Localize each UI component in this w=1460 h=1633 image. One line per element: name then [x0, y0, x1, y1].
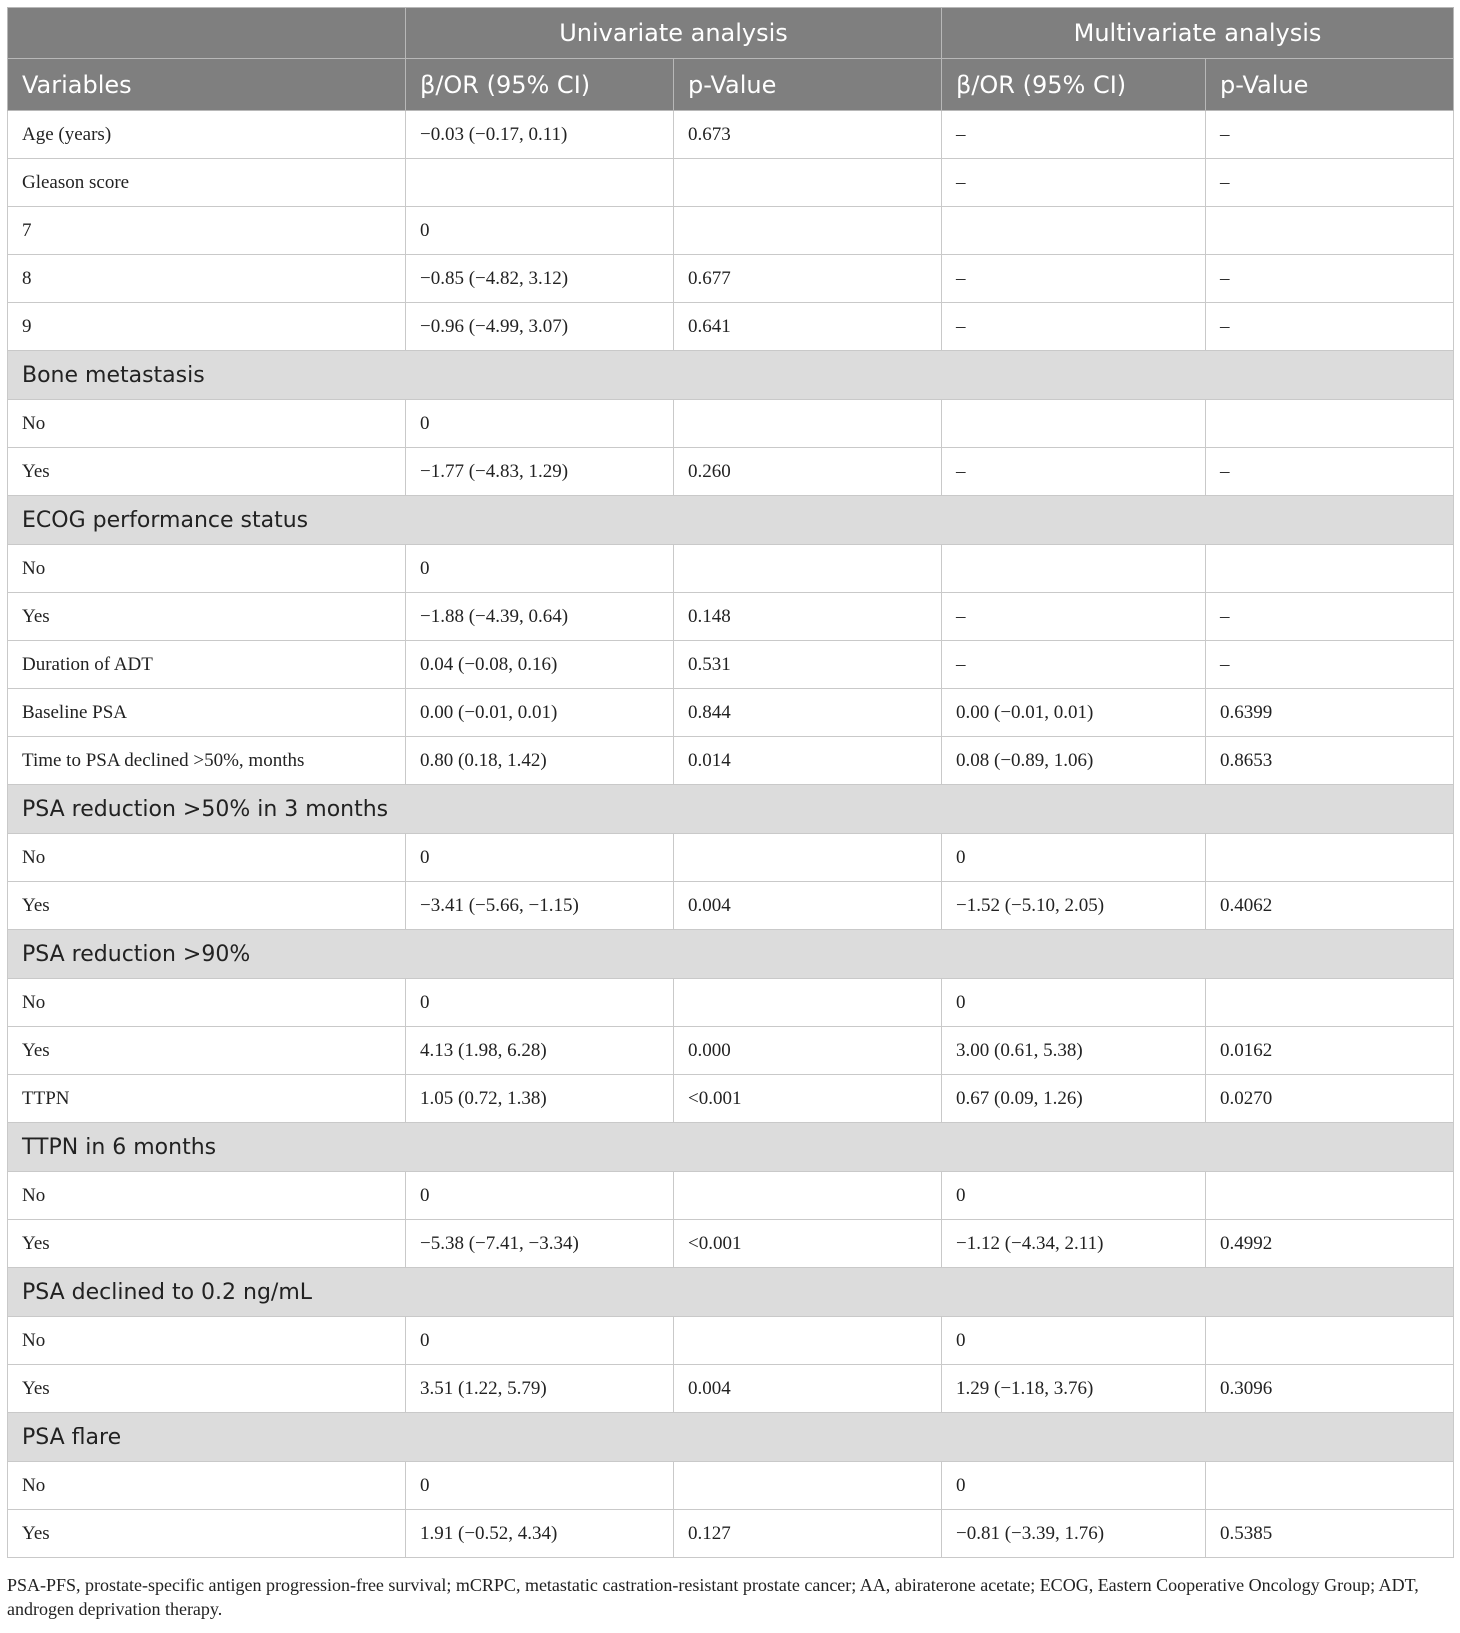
multi-p-cell: –: [1206, 593, 1454, 641]
uni-p-cell: 0.260: [674, 448, 942, 496]
table-row: [8, 545, 1454, 593]
multi-beta-cell: 0: [942, 1172, 1206, 1220]
variable-cell: No: [8, 400, 406, 448]
table-row: [8, 1075, 1454, 1123]
multi-p-cell: [1206, 1317, 1454, 1365]
multi-p-cell: [1206, 1172, 1454, 1220]
uni-beta-cell: 0: [406, 1317, 674, 1365]
variable-cell: Yes: [8, 882, 406, 930]
uni-p-cell: 0.127: [674, 1510, 942, 1558]
uni-beta-cell: −1.77 (−4.83, 1.29): [406, 448, 674, 496]
multi-p-cell: –: [1206, 159, 1454, 207]
multi-p-cell: 0.4992: [1206, 1220, 1454, 1268]
uni-beta-cell: 0: [406, 400, 674, 448]
uni-p-cell: 0.148: [674, 593, 942, 641]
section-row: [8, 351, 1454, 400]
variable-cell: No: [8, 545, 406, 593]
variable-cell: Yes: [8, 1027, 406, 1075]
table-row: [8, 159, 1454, 207]
multi-beta-cell: 0: [942, 1317, 1206, 1365]
table-row: [8, 1510, 1454, 1558]
uni-beta-cell: 0: [406, 207, 674, 255]
multi-beta-cell: –: [942, 448, 1206, 496]
header-uni-beta: β/OR (95% CI): [406, 59, 674, 111]
table-row: [8, 255, 1454, 303]
multi-beta-cell: 0.67 (0.09, 1.26): [942, 1075, 1206, 1123]
uni-beta-cell: 0.04 (−0.08, 0.16): [406, 641, 674, 689]
uni-beta-cell: 3.51 (1.22, 5.79): [406, 1365, 674, 1413]
multi-p-cell: [1206, 979, 1454, 1027]
uni-beta-cell: 0: [406, 979, 674, 1027]
multi-beta-cell: –: [942, 159, 1206, 207]
multi-p-cell: 0.3096: [1206, 1365, 1454, 1413]
section-row: [8, 785, 1454, 834]
multi-p-cell: [1206, 400, 1454, 448]
variable-cell: No: [8, 1317, 406, 1365]
uni-beta-cell: −0.85 (−4.82, 3.12): [406, 255, 674, 303]
table-row: [8, 737, 1454, 785]
table-row: [8, 1317, 1454, 1365]
multi-p-cell: 0.4062: [1206, 882, 1454, 930]
multi-beta-cell: [942, 400, 1206, 448]
variable-cell: 8: [8, 255, 406, 303]
multi-p-cell: –: [1206, 641, 1454, 689]
uni-p-cell: 0.004: [674, 882, 942, 930]
variable-cell: Time to PSA declined >50%, months: [8, 737, 406, 785]
uni-p-cell: 0.641: [674, 303, 942, 351]
variable-cell: Baseline PSA: [8, 689, 406, 737]
uni-p-cell: [674, 159, 942, 207]
section-label: PSA reduction >90%: [8, 930, 1454, 979]
uni-p-cell: [674, 1172, 942, 1220]
variable-cell: No: [8, 834, 406, 882]
uni-p-cell: [674, 400, 942, 448]
table-row: [8, 1220, 1454, 1268]
multi-p-cell: [1206, 1462, 1454, 1510]
uni-p-cell: [674, 545, 942, 593]
section-label: PSA declined to 0.2 ng/mL: [8, 1268, 1454, 1317]
table-footnote: PSA-PFS, prostate-specific antigen progression-free survival; mCRPC, metastatic castration-resistant prostate cancer; AA, abiraterone acetate; ECOG, Eastern Cooperative Oncology Group; ADT, androgen deprivation therapy.: [7, 1575, 1419, 1619]
variable-cell: TTPN: [8, 1075, 406, 1123]
table-row: [8, 641, 1454, 689]
uni-p-cell: [674, 1317, 942, 1365]
uni-beta-cell: −0.96 (−4.99, 3.07): [406, 303, 674, 351]
table-row: [8, 1365, 1454, 1413]
table-body: [8, 111, 1454, 1558]
header-multi-beta: β/OR (95% CI): [942, 59, 1206, 111]
header-variables: Variables: [8, 59, 406, 111]
uni-beta-cell: 1.91 (−0.52, 4.34): [406, 1510, 674, 1558]
multi-beta-cell: −1.52 (−5.10, 2.05): [942, 882, 1206, 930]
results-table-container: [7, 7, 1453, 1558]
variable-cell: No: [8, 1462, 406, 1510]
header-multi-p: p-Value: [1206, 59, 1454, 111]
table-row: [8, 207, 1454, 255]
uni-p-cell: 0.004: [674, 1365, 942, 1413]
uni-p-cell: 0.014: [674, 737, 942, 785]
uni-beta-cell: 0.00 (−0.01, 0.01): [406, 689, 674, 737]
multi-p-cell: –: [1206, 303, 1454, 351]
uni-p-cell: [674, 834, 942, 882]
section-row: [8, 496, 1454, 545]
multi-p-cell: [1206, 834, 1454, 882]
variable-cell: Gleason score: [8, 159, 406, 207]
variable-cell: Yes: [8, 593, 406, 641]
multi-beta-cell: −0.81 (−3.39, 1.76): [942, 1510, 1206, 1558]
uni-beta-cell: 0: [406, 834, 674, 882]
section-label: Bone metastasis: [8, 351, 1454, 400]
variable-cell: 7: [8, 207, 406, 255]
uni-beta-cell: 0: [406, 545, 674, 593]
uni-beta-cell: 0: [406, 1172, 674, 1220]
uni-p-cell: 0.673: [674, 111, 942, 159]
uni-beta-cell: 4.13 (1.98, 6.28): [406, 1027, 674, 1075]
header-uni-p: p-Value: [674, 59, 942, 111]
variable-cell: 9: [8, 303, 406, 351]
uni-p-cell: [674, 979, 942, 1027]
variable-cell: Yes: [8, 1220, 406, 1268]
table-row: [8, 593, 1454, 641]
multi-beta-cell: 0: [942, 1462, 1206, 1510]
table-row: [8, 834, 1454, 882]
table-row: [8, 882, 1454, 930]
multi-beta-cell: –: [942, 593, 1206, 641]
multi-beta-cell: 3.00 (0.61, 5.38): [942, 1027, 1206, 1075]
uni-p-cell: <0.001: [674, 1075, 942, 1123]
section-row: [8, 930, 1454, 979]
uni-p-cell: [674, 207, 942, 255]
table-row: [8, 303, 1454, 351]
multi-p-cell: [1206, 207, 1454, 255]
table-row: [8, 400, 1454, 448]
uni-p-cell: 0.844: [674, 689, 942, 737]
section-label: PSA reduction >50% in 3 months: [8, 785, 1454, 834]
multi-p-cell: 0.8653: [1206, 737, 1454, 785]
variable-cell: No: [8, 979, 406, 1027]
multi-p-cell: –: [1206, 111, 1454, 159]
section-row: [8, 1268, 1454, 1317]
uni-p-cell: <0.001: [674, 1220, 942, 1268]
multi-beta-cell: –: [942, 255, 1206, 303]
header-univariate: Univariate analysis: [406, 8, 942, 59]
variable-cell: Duration of ADT: [8, 641, 406, 689]
uni-beta-cell: −5.38 (−7.41, −3.34): [406, 1220, 674, 1268]
section-label: ECOG performance status: [8, 496, 1454, 545]
uni-beta-cell: 1.05 (0.72, 1.38): [406, 1075, 674, 1123]
table-row: [8, 111, 1454, 159]
uni-beta-cell: [406, 159, 674, 207]
uni-beta-cell: −3.41 (−5.66, −1.15): [406, 882, 674, 930]
multi-beta-cell: –: [942, 303, 1206, 351]
variable-cell: Yes: [8, 1510, 406, 1558]
section-label: PSA flare: [8, 1413, 1454, 1462]
variable-cell: Yes: [8, 448, 406, 496]
uni-beta-cell: 0: [406, 1462, 674, 1510]
multi-beta-cell: –: [942, 641, 1206, 689]
uni-beta-cell: −0.03 (−0.17, 0.11): [406, 111, 674, 159]
uni-beta-cell: 0.80 (0.18, 1.42): [406, 737, 674, 785]
variable-cell: Age (years): [8, 111, 406, 159]
multi-beta-cell: 0.00 (−0.01, 0.01): [942, 689, 1206, 737]
multi-beta-cell: 0: [942, 834, 1206, 882]
multi-beta-cell: [942, 207, 1206, 255]
multi-beta-cell: −1.12 (−4.34, 2.11): [942, 1220, 1206, 1268]
table-row: [8, 689, 1454, 737]
multi-beta-cell: 0: [942, 979, 1206, 1027]
multi-beta-cell: 1.29 (−1.18, 3.76): [942, 1365, 1206, 1413]
table-row: [8, 1462, 1454, 1510]
multi-p-cell: 0.5385: [1206, 1510, 1454, 1558]
variable-cell: Yes: [8, 1365, 406, 1413]
multi-p-cell: 0.6399: [1206, 689, 1454, 737]
table-header: [8, 8, 1454, 111]
multi-p-cell: –: [1206, 255, 1454, 303]
section-label: TTPN in 6 months: [8, 1123, 1454, 1172]
uni-p-cell: 0.000: [674, 1027, 942, 1075]
uni-p-cell: 0.677: [674, 255, 942, 303]
table-row: [8, 1172, 1454, 1220]
multi-p-cell: –: [1206, 448, 1454, 496]
uni-p-cell: [674, 1462, 942, 1510]
table-row: [8, 1027, 1454, 1075]
table-row: [8, 979, 1454, 1027]
multi-p-cell: 0.0270: [1206, 1075, 1454, 1123]
regression-table: [7, 7, 1454, 1558]
section-row: [8, 1123, 1454, 1172]
multi-p-cell: [1206, 545, 1454, 593]
table-row: [8, 448, 1454, 496]
multi-p-cell: 0.0162: [1206, 1027, 1454, 1075]
uni-p-cell: 0.531: [674, 641, 942, 689]
variable-cell: No: [8, 1172, 406, 1220]
header-multivariate: Multivariate analysis: [942, 8, 1454, 59]
multi-beta-cell: [942, 545, 1206, 593]
uni-beta-cell: −1.88 (−4.39, 0.64): [406, 593, 674, 641]
multi-beta-cell: –: [942, 111, 1206, 159]
header-blank: [8, 8, 406, 59]
section-row: [8, 1413, 1454, 1462]
multi-beta-cell: 0.08 (−0.89, 1.06): [942, 737, 1206, 785]
